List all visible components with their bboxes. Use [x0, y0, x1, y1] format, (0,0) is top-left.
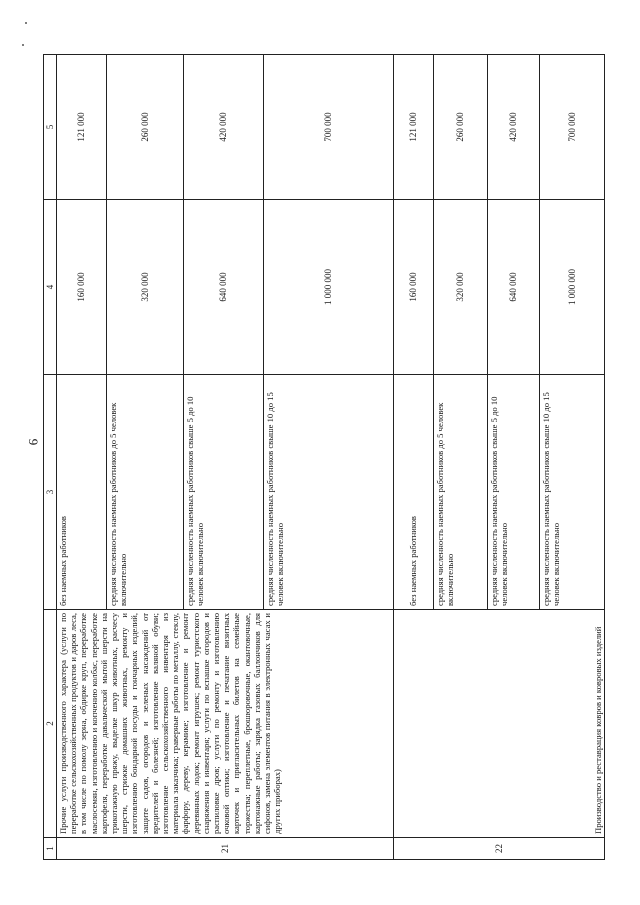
row-number: 22 — [394, 838, 605, 860]
value-col-5: 260 000 — [434, 55, 488, 200]
rotated-table-container — [43, 55, 603, 860]
value-col-5: 700 000 — [540, 55, 605, 200]
condition-cell: средняя численность наемных работников до 5 человек включительно — [107, 375, 184, 610]
service-description: Прочие услуги производственного характера (услуги по переработке сельскохозяйственных продуктов и даров леса, в том числе по помолу зерна, обдирке круп, переработке маслосемян, изготовлению и копчению колбас, переработке картофеля, переработке давальческой мытой шерсти на трикотажную пряжу, выделке шкур животных, расчесу шерсти, стрижке домашних животных, ремонту и изготовлению бондарной посуды и гончарных изделий, защите садов, огородов и зеленых насаждений от вредителей и болезней; изготовление валяной обуви; изготовление сельскохозяйственного инвентаря из материала заказчика; граверные работы по металлу, стеклу, фарфору, дереву, керамике; изготовление и ремонт деревянных лодок; ремонт игрушек; ремонт туристского снаряжения и инвентаря; услуги по вспашке огородов и распиловке дров; услуги по ремонту и изготовлению очковой оптики; изготовление и печатание визитных карточек и пригласительных билетов на семейные торжества; переплетные, брошюровочные, окантовочные, картонажные работы; зарядка газовых баллончиков для сифонов, замена элементов питания в электронных часах и других приборах) — [57, 610, 394, 838]
value-col-4: 1 000 000 — [540, 200, 605, 375]
value-col-4: 640 000 — [184, 200, 264, 375]
scan-speck — [25, 22, 27, 24]
header-col-4: 4 — [44, 200, 57, 375]
service-description: Производство и реставрация ковров и ковровых изделий — [394, 610, 605, 838]
table-row — [394, 55, 434, 860]
value-col-4: 320 000 — [107, 200, 184, 375]
condition-cell: средняя численность наемных работников свыше 10 до 15 человек включительно — [540, 375, 605, 610]
value-col-5: 121 000 — [57, 55, 107, 200]
scan-speck — [22, 44, 24, 46]
page-number: 9 — [26, 438, 41, 446]
value-col-5: 420 000 — [488, 55, 540, 200]
condition-cell: средняя численность наемных работников до 5 человек включительно — [434, 375, 488, 610]
value-col-4: 320 000 — [434, 200, 488, 375]
header-col-3: 3 — [44, 375, 57, 610]
header-row — [44, 55, 57, 860]
value-col-4: 160 000 — [57, 200, 107, 375]
condition-cell: без наемных работников — [57, 375, 107, 610]
condition-cell: средняя численность наемных работников свыше 5 до 10 человек включительно — [488, 375, 540, 610]
condition-cell: средняя численность наемных работников свыше 5 до 10 человек включительно — [184, 375, 264, 610]
value-col-4: 1 000 000 — [264, 200, 394, 375]
header-col-2: 2 — [44, 610, 57, 838]
condition-cell: без наемных работников — [394, 375, 434, 610]
value-col-5: 700 000 — [264, 55, 394, 200]
value-col-4: 160 000 — [394, 200, 434, 375]
condition-cell: средняя численность наемных работников свыше 10 до 15 человек включительно — [264, 375, 394, 610]
header-col-5: 5 — [44, 55, 57, 200]
tariff-table — [43, 54, 605, 860]
table-row — [57, 55, 107, 860]
row-number: 21 — [57, 838, 394, 860]
value-col-5: 420 000 — [184, 55, 264, 200]
value-col-5: 121 000 — [394, 55, 434, 200]
value-col-5: 260 000 — [107, 55, 184, 200]
header-col-1: 1 — [44, 838, 57, 860]
value-col-4: 640 000 — [488, 200, 540, 375]
